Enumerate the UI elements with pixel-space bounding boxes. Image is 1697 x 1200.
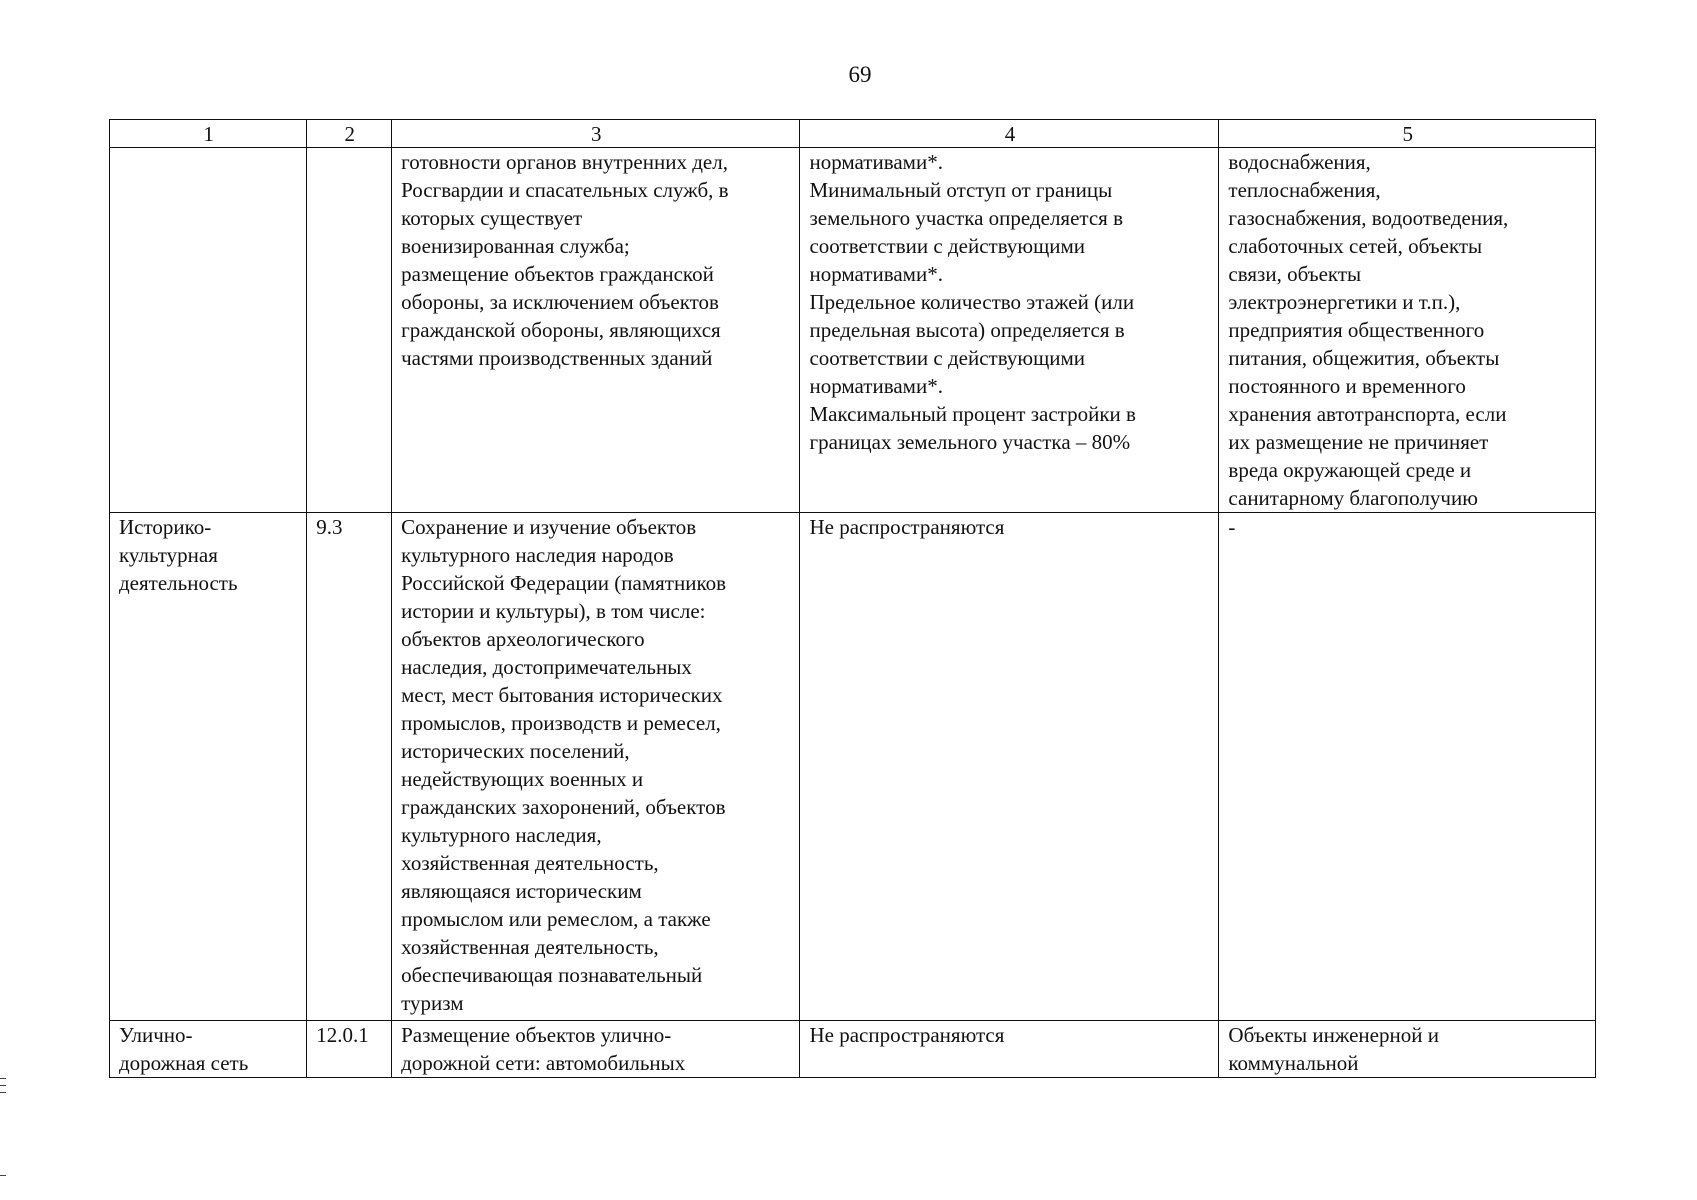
column-header-2: 2: [307, 120, 392, 148]
table-row: [110, 1021, 1596, 1078]
column-header-5: 5: [1219, 120, 1596, 148]
column-header-4: 4: [800, 120, 1219, 148]
table-header-row: [110, 120, 1596, 148]
auxiliary-uses-cell: водоснабжения, теплоснабжения, газоснабжения, водоотведения, слаботочных сетей, объекты связи, объекты электроэнергетики и т.п.), предприятия общественного питания, общежития, объекты постоянного и временного хранения автотранспорта, если их размещение не причиняет вреда окружающей среде и санитарному благополучию: [1219, 148, 1596, 513]
parameters-cell: нормативами*. Минимальный отступ от границы земельного участка определяется в соответствии с действующими нормативами*. Предельное количество этажей (или предельная высота) определяется в соответствии с действующими нормативами*. Максимальный процент застройки в границах земельного участка – 80%: [800, 148, 1219, 513]
use-name-cell: Улично- дорожная сеть: [110, 1021, 307, 1078]
use-code-cell: 12.0.1: [307, 1021, 392, 1078]
use-name-cell: [110, 148, 307, 513]
auxiliary-uses-cell: -: [1219, 513, 1596, 1021]
column-header-3: 3: [392, 120, 800, 148]
use-name-cell: Историко- культурная деятельность: [110, 513, 307, 1021]
parameters-cell: Не распространяются: [800, 1021, 1219, 1078]
use-code-cell: 9.3: [307, 513, 392, 1021]
column-header-1: 1: [110, 120, 307, 148]
scan-margin-mark: [0, 1085, 6, 1086]
use-code-cell: [307, 148, 392, 513]
scan-margin-mark: [0, 1175, 6, 1176]
use-description-cell: готовности органов внутренних дел, Росгвардии и спасательных служб, в которых существует военизированная служба; размещение объектов гражданской обороны, за исключением объектов гражданской обороны, являющихся частями производственных зданий: [392, 148, 800, 513]
table-row: [110, 148, 1596, 513]
use-description-cell: Сохранение и изучение объектов культурного наследия народов Российской Федерации (памятников истории и культуры), в том числе: объектов археологического наследия, достопримечательных мест, мест бытования исторических промыслов, производств и ремесел, исторических поселений, недействующих военных и гражданских захоронений, объектов культурного наследия, хозяйственная деятельность, являющаяся историческим промыслом или ремеслом, а также хозяйственная деятельность, обеспечивающая познавательный туризм: [392, 513, 800, 1021]
table-row: [110, 513, 1596, 1021]
auxiliary-uses-cell: Объекты инженерной и коммунальной: [1219, 1021, 1596, 1078]
page-number: 69: [848, 62, 872, 87]
parameters-cell: Не распространяются: [800, 513, 1219, 1021]
regulations-table: [109, 119, 1596, 1078]
use-description-cell: Размещение объектов улично- дорожной сети: автомобильных: [392, 1021, 800, 1078]
scan-margin-mark: [0, 1092, 6, 1093]
scan-margin-mark: [0, 1078, 6, 1079]
